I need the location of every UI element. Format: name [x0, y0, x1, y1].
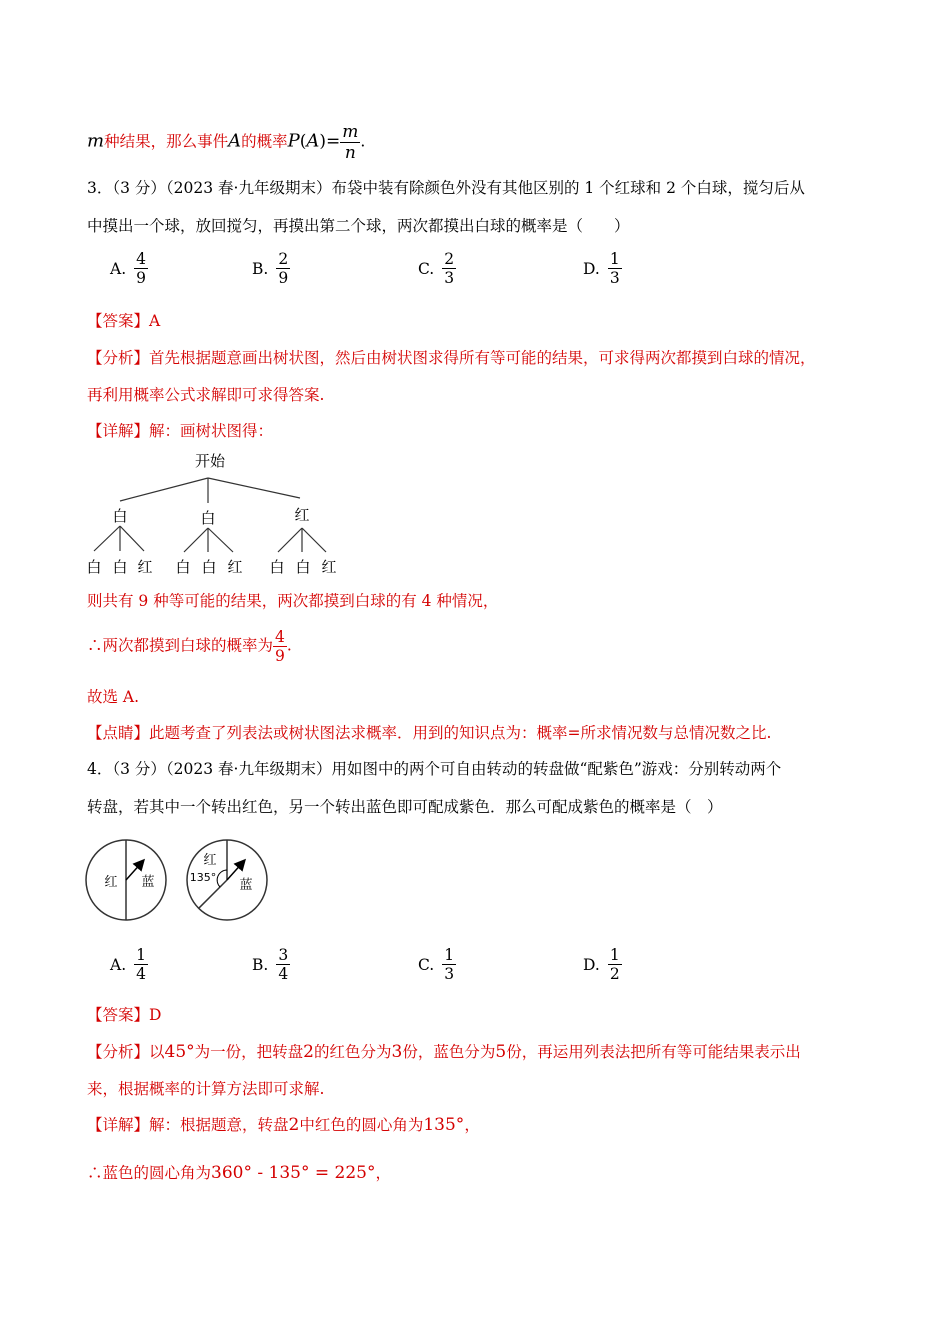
option-label: A. [110, 955, 127, 974]
spinner-2 [187, 840, 267, 920]
option-label: B. [252, 955, 269, 974]
option-label: D. [583, 955, 600, 974]
analysis-text-a: 【分析】以 [87, 1043, 165, 1061]
q3-answer: 【答案】A [87, 312, 161, 330]
detail-135-degrees: 135° [423, 1115, 465, 1135]
var-a: A [228, 130, 242, 152]
q4-option-a[interactable] [110, 946, 148, 983]
tree-level1-node-2: 白 [200, 509, 216, 527]
tree-level1-node-3: 红 [294, 506, 310, 524]
spinner1-blue-label: 蓝 [141, 875, 155, 890]
spinner2-red-label: 红 [203, 853, 217, 868]
detail-text-c: ， [464, 1116, 480, 1134]
formula-text-1: 种结果，那么事件 [104, 132, 229, 151]
option-fraction [442, 250, 456, 287]
option-fraction [276, 946, 290, 983]
equals-sign: = [326, 131, 341, 152]
detail-text-a: 【详解】解：根据题意，转盘 [87, 1116, 289, 1134]
tree-leaf-6: 红 [227, 558, 243, 576]
detail-spinner-number: 2 [288, 1115, 300, 1135]
q4-option-b[interactable] [252, 946, 290, 983]
tree-leaf-9: 红 [321, 558, 337, 576]
q4-option-d[interactable] [583, 946, 622, 983]
analysis-spinner-number: 2 [303, 1042, 314, 1062]
q3-stem-line1: 3．（3 分）（2023 春·九年级期末）布袋中装有除颜色外没有其他区别的 1 个红球和 2 个白球，搅匀后从 [87, 179, 805, 197]
q3-detail: 【详解】解：画树状图得： [87, 422, 274, 440]
fraction-numerator: 1 [136, 946, 146, 964]
fraction-denominator: 3 [444, 965, 455, 983]
formula-text-2: 的概率 [241, 132, 288, 151]
q4-option-c[interactable] [418, 946, 456, 983]
fraction-denominator: 2 [609, 965, 620, 983]
fraction-numerator: 1 [609, 946, 620, 964]
option-fraction [608, 250, 622, 287]
fraction-numerator: 2 [444, 250, 455, 268]
option-fraction [134, 946, 148, 983]
result-text: ∴两次都摸到白球的概率为 [87, 636, 274, 655]
fraction-denominator: 3 [444, 269, 455, 287]
option-fraction [134, 250, 148, 287]
fraction-m-over-n [340, 122, 360, 163]
tree-leaf-5: 白 [201, 558, 217, 576]
analysis-text-c: 的红色分为 [314, 1043, 392, 1061]
tree-leaf-7: 白 [269, 558, 285, 576]
q3-option-d[interactable] [583, 250, 622, 287]
analysis-blue-parts: 5 [495, 1042, 507, 1062]
blue-angle-text: ∴蓝色的圆心角为 [87, 1164, 212, 1182]
q3-result-line2 [87, 628, 292, 665]
q3-comment: 【点睛】此题考查了列表法或树状图法求概率．用到的知识点为：概率=所求情况数与总情况数之比. [87, 724, 772, 742]
fraction-numerator: 2 [278, 250, 289, 268]
fraction-denominator: 9 [275, 647, 285, 665]
tree-level1-node-1: 白 [112, 507, 128, 525]
analysis-red-parts: 3 [391, 1042, 403, 1062]
option-label: B. [252, 259, 269, 278]
paren-close: ) [319, 131, 327, 152]
option-label: C. [418, 955, 435, 974]
fraction-numerator: 1 [609, 250, 620, 268]
var-m: m [87, 130, 105, 152]
q3-stem-line2: 中摸出一个球，放回搅匀，再摸出第二个球，两次都摸出白球的概率是（ ） [87, 217, 630, 235]
q4-detail-line [87, 1114, 480, 1136]
option-label: C. [418, 259, 435, 278]
q3-analysis-line2: 再利用概率公式求解即可求得答案. [87, 386, 325, 404]
fraction-denominator: n [344, 143, 356, 163]
fraction-numerator: 4 [136, 250, 146, 268]
var-a-2: A [306, 130, 320, 152]
q3-option-a[interactable] [110, 250, 148, 287]
spinners-figure [80, 830, 280, 930]
tree-leaf-8: 白 [295, 558, 311, 576]
fraction-numerator: 1 [444, 946, 455, 964]
tree-leaf-4: 白 [175, 558, 191, 576]
tree-root-label: 开始 [194, 452, 226, 470]
paren-open: ( [299, 131, 307, 152]
analysis-text-b: 为一份，把转盘 [194, 1043, 304, 1061]
fraction-denominator: 3 [609, 269, 620, 287]
tree-leaf-1: 白 [86, 558, 102, 576]
var-p: P [287, 130, 300, 152]
spinner2-blue-label: 蓝 [239, 878, 253, 893]
q4-answer: 【答案】D [87, 1006, 162, 1024]
analysis-text-e: 份，再运用列表法把所有等可能结果表示出 [506, 1043, 801, 1061]
result-fraction [273, 628, 287, 665]
detail-text-b: 中红色的圆心角为 [299, 1116, 424, 1134]
fraction-denominator: 4 [278, 965, 289, 983]
analysis-45-degrees: 45° [164, 1042, 195, 1062]
option-fraction [442, 946, 456, 983]
fraction-numerator: 4 [275, 628, 285, 646]
q4-stem-line1: 4．（3 分）（2023 春·九年级期末）用如图中的两个可自由转动的转盘做“配紫色”游戏：分别转动两个 [87, 760, 782, 778]
fraction-numerator: 3 [278, 946, 289, 964]
option-fraction [276, 250, 290, 287]
result-period: . [286, 636, 292, 655]
option-label: D. [583, 259, 600, 278]
q4-blue-angle-line [87, 1162, 391, 1184]
tree-leaf-3: 红 [137, 558, 153, 576]
q4-analysis-line2: 来，根据概率的计算方法即可求解. [87, 1080, 325, 1098]
analysis-text-d: 份，蓝色分为 [402, 1043, 496, 1061]
tree-leaf-2: 白 [112, 558, 128, 576]
q3-option-c[interactable] [418, 250, 456, 287]
q4-stem-line2: 转盘，若其中一个转出红色，另一个转出蓝色即可配成紫色．那么可配成紫色的概率是（ ） [87, 798, 723, 816]
tree-diagram [80, 448, 350, 580]
spinner-1 [86, 840, 166, 920]
formula-period: . [360, 132, 366, 151]
spinner2-angle-label: 135° [189, 871, 217, 884]
fraction-denominator: 9 [278, 269, 289, 287]
option-fraction [608, 946, 622, 983]
option-label: A. [110, 259, 127, 278]
fraction-numerator: m [342, 122, 359, 142]
blue-angle-comma: ， [375, 1164, 391, 1182]
q3-option-b[interactable] [252, 250, 290, 287]
q3-result-line1: 则共有 9 种等可能的结果，两次都摸到白球的有 4 种情况， [87, 592, 499, 610]
blue-angle-expression: 360° - 135° = 225° [211, 1163, 376, 1183]
q4-analysis-line1 [87, 1041, 801, 1063]
probability-formula-line [87, 122, 365, 163]
fraction-denominator: 4 [136, 965, 146, 983]
spinner1-red-label: 红 [104, 875, 118, 890]
fraction-denominator: 9 [136, 269, 146, 287]
q3-choose: 故选 A. [87, 688, 140, 706]
q3-analysis-line1: 【分析】首先根据题意画出树状图，然后由树状图求得所有等可能的结果，可求得两次都摸到白球的情况， [87, 349, 816, 367]
